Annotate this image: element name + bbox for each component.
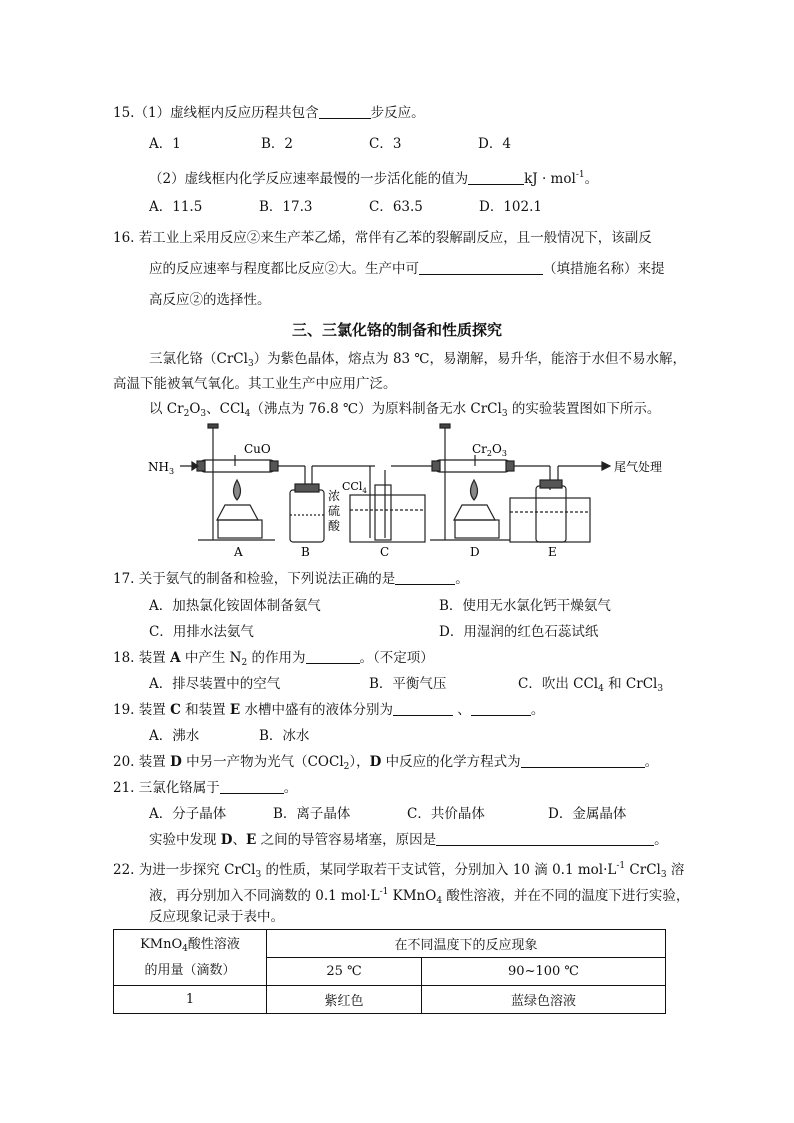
header-phenomena: 在不同温度下的反应现象 <box>267 930 666 958</box>
answer-blank[interactable] <box>393 701 453 716</box>
q17-option-d[interactable]: D．用湿润的红色石蕊试纸 <box>439 624 599 640</box>
q19-option-b[interactable]: B．冰水 <box>259 728 310 744</box>
q17-option-b[interactable]: B．使用无水氯化钙干燥氨气 <box>439 598 611 614</box>
q15-p2-option-d[interactable]: D．102.1 <box>479 199 542 215</box>
header-25c: 25 ℃ <box>267 958 422 986</box>
q21-option-a[interactable]: A．分子晶体 <box>149 806 227 822</box>
tube-d <box>435 460 510 472</box>
bath-e <box>510 498 590 542</box>
q17-option-c[interactable]: C．用排水法氨气 <box>149 624 254 640</box>
intro-line1: 三氯化铬（CrCl$_3$）为紫色晶体，熔点为 83 ℃，易潮解，易升华，能溶于水但不易水解， <box>149 351 687 369</box>
cell-drops: 1 <box>114 986 267 1014</box>
header-dosage: KMnO$_4$酸性溶液 的用量（滴数） <box>114 930 267 986</box>
answer-blank[interactable] <box>395 570 455 585</box>
bottle-b <box>290 490 324 542</box>
q15-option-a[interactable]: A．1 <box>149 136 181 152</box>
q21-option-d[interactable]: D．金属晶体 <box>548 806 627 822</box>
q17-option-a[interactable]: A．加热氯化铵固体制备氨气 <box>149 598 321 614</box>
answer-blank[interactable] <box>468 170 524 185</box>
bath-c <box>350 495 425 542</box>
burner-a <box>217 505 258 520</box>
q16-line3: 高反应②的选择性。 <box>149 292 271 308</box>
q22-line3: 反应现象记录于表中。 <box>149 909 284 925</box>
q15-part1: 15.（1）虚线框内反应历程共包含 步反应。 <box>113 105 425 121</box>
answer-blank[interactable] <box>419 260 543 275</box>
question-number: 16. <box>113 230 135 246</box>
q17-stem: 17. 关于氨气的制备和检验，下列说法正确的是 。 <box>113 571 469 587</box>
label-b: B <box>301 545 310 559</box>
intro-line2: 高温下能被氧气氧化。其工业生产中应用广泛。 <box>113 376 397 392</box>
cell-90c: 蓝绿色溶液 <box>422 986 666 1014</box>
q18-option-a[interactable]: A．排尽装置中的空气 <box>149 676 281 692</box>
section-heading: 三、三氯化铬的制备和性质探究 <box>291 321 502 339</box>
label-nh3: $NH_3$ <box>148 460 175 476</box>
q22-line1: 22. 为进一步探究 CrCl$_3$ 的性质，某同学取若干支试管，分别加入 10 滴 0.1 $mol\cdot L^{-1}$ CrCl$_3$ 溶 <box>113 861 685 880</box>
q15-option-c[interactable]: C．3 <box>369 136 402 152</box>
q21-option-b[interactable]: B．离子晶体 <box>273 806 351 822</box>
label-h2so4-2: 硫 <box>328 504 341 518</box>
q19-option-a[interactable]: A．沸水 <box>149 728 200 744</box>
q16-line1: 16. 若工业上采用反应②来生产苯乙烯，常伴有乙苯的裂解副反应，且一般情况下，该副反 <box>113 230 652 246</box>
q16-line2: 应的反应速率与程度都比反应②大。生产中可 （填措施名称）来提 <box>149 261 665 277</box>
block-a <box>218 520 262 538</box>
label-cuo: CuO <box>244 442 271 456</box>
q15-option-d[interactable]: D．4 <box>478 136 511 152</box>
cell-25c: 紫红色 <box>267 986 422 1014</box>
label-tail: 尾气处理 <box>614 460 663 474</box>
results-table <box>113 929 666 1014</box>
q21-line2: 实验中发现 D、E 之间的导管容易堵塞，原因是 。 <box>149 832 668 848</box>
q18-stem: 18. 装置 A 中产生 $N_2$ 的作用为 。（不定项） <box>113 650 434 668</box>
tube-a <box>200 460 275 472</box>
q18-option-b[interactable]: B．平衡气压 <box>369 676 447 692</box>
label-d: D <box>470 545 480 559</box>
answer-blank[interactable] <box>471 701 531 716</box>
question-number: 15. <box>113 105 135 121</box>
q22-line2: 液，再分别加入不同滴数的 0.1 $mol\cdot L^{-1}$ KMnO$_4$ 酸性溶液，并在不同的温度下进行实验， <box>149 887 690 906</box>
label-c: C <box>380 545 390 559</box>
q15-option-b[interactable]: B．2 <box>261 136 294 152</box>
q21-stem: 21. 三氯化铬属于 。 <box>113 780 298 796</box>
label-a: A <box>234 545 243 559</box>
answer-blank[interactable] <box>521 753 645 768</box>
answer-blank[interactable] <box>306 649 360 664</box>
intro-line3: 以 $Cr_2O_3$、CCl$_4$（沸点为 76.8 ℃）为原料制备无水 CrCl$_3$ 的实验装置图如下所示。 <box>149 401 661 419</box>
label-e: E <box>548 545 557 559</box>
q15-p2-option-a[interactable]: A．11.5 <box>149 199 203 215</box>
label-cr2o3: $Cr_2O_3$ <box>472 442 507 458</box>
label-h2so4-3: 酸 <box>328 519 341 533</box>
q15-p2-option-c[interactable]: C．63.5 <box>369 199 423 215</box>
q15-part2: （2）虚线框内化学反应速率最慢的一步活化能的值为 kJ · mol$^{-1}$。 <box>149 170 599 187</box>
q15-p2-option-b[interactable]: B．17.3 <box>259 199 313 215</box>
q20-stem: 20. 装置 D 中另一产物为光气（COCl$_2$），D 中反应的化学方程式为 。 <box>113 754 659 772</box>
q21-option-c[interactable]: C．共价晶体 <box>407 806 485 822</box>
header-90c: 90~100 ℃ <box>422 958 666 986</box>
q18-option-c[interactable]: C．吹出 CCl$_4$ 和 CrCl$_3$ <box>518 676 664 694</box>
label-ccl4: CCl$_4$ <box>342 480 367 495</box>
answer-blank[interactable] <box>220 779 284 794</box>
q19-stem: 19. 装置 C 和装置 E 水槽中盛有的液体分别为 、 。 <box>113 702 545 718</box>
apparatus-diagram <box>140 420 700 560</box>
label-h2so4-1: 浓 <box>328 489 341 503</box>
answer-blank[interactable] <box>319 104 371 119</box>
answer-blank[interactable] <box>436 831 654 846</box>
